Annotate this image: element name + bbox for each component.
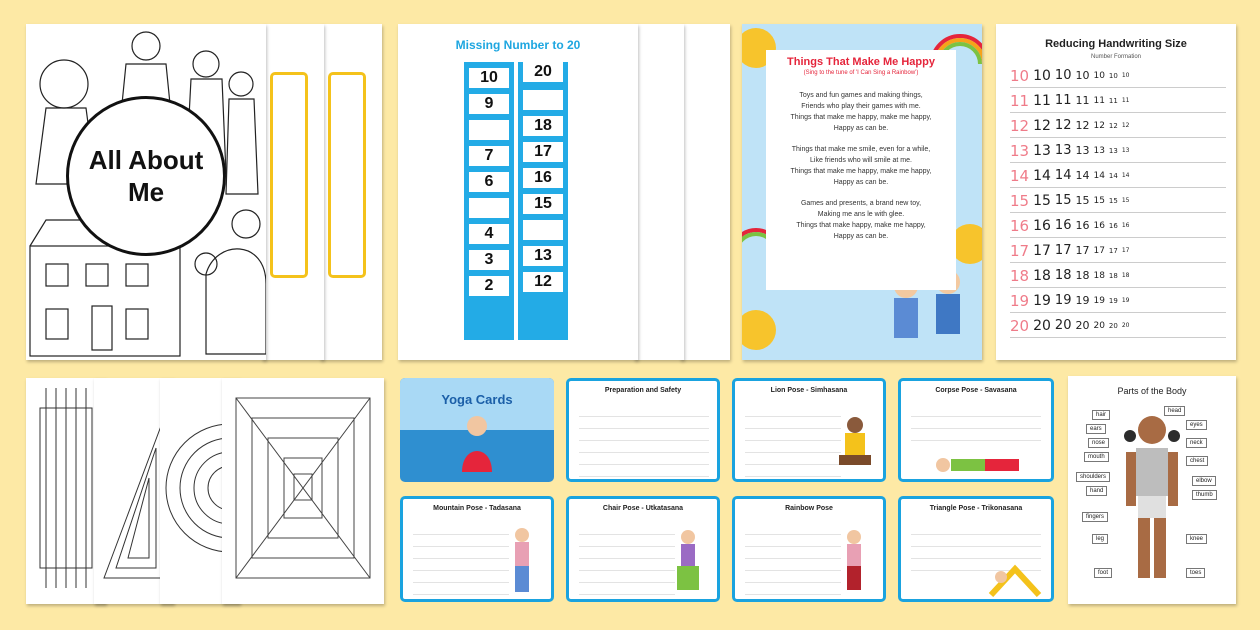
- ladder-rung: 20: [523, 62, 563, 82]
- body-label: thumb: [1192, 490, 1217, 500]
- handwriting-row: 14 14 14 14 14 14 14: [1010, 164, 1226, 188]
- card-text-rows: [745, 405, 841, 477]
- body-label: ears: [1086, 424, 1106, 434]
- body-label: eyes: [1186, 420, 1207, 430]
- card-text-rows: [911, 405, 1041, 441]
- yoga-card-title: Lion Pose - Simhasana: [770, 387, 848, 394]
- body-label: chest: [1186, 456, 1208, 466]
- yoga-card-preparation[interactable]: [566, 378, 720, 482]
- yoga-card-rainbow[interactable]: [732, 496, 886, 602]
- ladder-rung: 18: [523, 116, 563, 136]
- worksheet-back-b: [680, 24, 730, 360]
- yoga-cover-card: [400, 378, 554, 482]
- happy-song-sheet: [742, 24, 982, 360]
- body-label: nose: [1088, 438, 1109, 448]
- song-verse-1: [766, 90, 956, 134]
- body-label: hair: [1092, 410, 1110, 420]
- body-label: leg: [1092, 534, 1108, 544]
- body-label: fingers: [1082, 512, 1108, 522]
- ladder-rung-blank[interactable]: [469, 120, 509, 140]
- all-about-me-cover: [26, 24, 266, 360]
- handwriting-row: 17 17 17 17 17 17 17: [1010, 239, 1226, 263]
- handwriting-subtitle: Number Formation: [1090, 54, 1141, 60]
- ladder-rung: 3: [469, 250, 509, 270]
- mountain-pose-figure: [507, 527, 537, 597]
- song-line: Things that make happy, make me happy,: [796, 222, 926, 229]
- ladder-rung: 10: [469, 68, 509, 88]
- corpse-pose-figure: [935, 453, 1025, 477]
- card-text-rows: [579, 405, 709, 477]
- song-title: Things That Make Me Happy: [787, 56, 935, 68]
- body-label: knee: [1186, 534, 1207, 544]
- body-label: elbow: [1192, 476, 1216, 486]
- handwriting-row: 18 18 18 18 18 18 18: [1010, 264, 1226, 288]
- triangle-pose-figure: [987, 563, 1043, 597]
- song-line: Happy as can be.: [833, 125, 889, 132]
- worksheet-back-a: [634, 24, 684, 360]
- ladder-rung: 15: [523, 194, 563, 214]
- ladder-rung: 7: [469, 146, 509, 166]
- song-line: Happy as can be.: [833, 179, 889, 186]
- handwriting-row: 16 16 16 16 16 16 16: [1010, 214, 1226, 238]
- song-line: Things that make me happy, make me happy,: [790, 168, 932, 175]
- yoga-card-title: Chair Pose - Utkatasana: [602, 505, 684, 512]
- song-verse-3: [766, 198, 956, 242]
- handwriting-row: 15 15 15 15 15 15 15: [1010, 189, 1226, 213]
- ladder-rung-blank[interactable]: [523, 90, 563, 110]
- yoga-card-title: Rainbow Pose: [785, 505, 833, 512]
- cover-title: All About Me: [88, 145, 204, 207]
- handwriting-row: 13 13 13 13 13 13 13: [1010, 139, 1226, 163]
- ladder-rung: 12: [523, 272, 563, 292]
- worksheet-back-3: [320, 24, 382, 360]
- ladder-rung: 17: [523, 142, 563, 162]
- song-line: Making me ans le with glee.: [817, 211, 905, 218]
- ladder-rung: 13: [523, 246, 563, 266]
- song-line: Games and presents, a brand new toy,: [800, 200, 922, 207]
- yoga-kid-illustration: [400, 378, 554, 482]
- title-circle: [66, 96, 226, 256]
- handwriting-row: 10 10 10 10 10 10 10: [1010, 64, 1226, 88]
- handwriting-row: 20 20 20 20 20 20 20: [1010, 314, 1226, 338]
- chair-pose-figure: [673, 525, 703, 595]
- yoga-card-title: Preparation and Safety: [604, 387, 682, 394]
- ladder-rung: 6: [469, 172, 509, 192]
- body-label: shoulders: [1076, 472, 1110, 482]
- handwriting-row: 19 19 19 19 19 19 19: [1010, 289, 1226, 313]
- missing-number-title: Missing Number to 20: [455, 38, 581, 52]
- worksheet-back-2: [262, 24, 324, 360]
- ladder-rung: 9: [469, 94, 509, 114]
- body-label: toes: [1186, 568, 1205, 578]
- missing-number-sheet: [398, 24, 638, 360]
- yoga-card-corpse[interactable]: [898, 378, 1054, 482]
- song-line: Things that make me smile, even for a while,: [791, 146, 931, 153]
- card-text-rows: [413, 523, 509, 595]
- song-subtitle: (Sing to the tune of 'I Can Sing a Rainbow'): [803, 70, 919, 76]
- ladder-rung: 16: [523, 168, 563, 188]
- yoga-card-chair[interactable]: [566, 496, 720, 602]
- song-line: Friends who play their games with me.: [801, 103, 921, 110]
- song-verse-2: [766, 144, 956, 188]
- ladder-rung-blank[interactable]: [523, 220, 563, 240]
- body-label: mouth: [1084, 452, 1109, 462]
- body-label: hand: [1086, 486, 1107, 496]
- yoga-card-lion[interactable]: [732, 378, 886, 482]
- yoga-cover-title: Yoga Cards: [441, 392, 513, 407]
- ladder-rung-blank[interactable]: [469, 198, 509, 218]
- ladder-rung: 2: [469, 276, 509, 296]
- yoga-card-title: Triangle Pose - Trikonasana: [929, 505, 1023, 512]
- body-label: neck: [1186, 438, 1207, 448]
- yoga-card-mountain[interactable]: [400, 496, 554, 602]
- handwriting-row: 11 11 11 11 11 11 11: [1010, 89, 1226, 113]
- lion-pose-figure: [835, 415, 875, 475]
- body-label: foot: [1094, 568, 1112, 578]
- mandala-sheet-4: [222, 378, 384, 604]
- handwriting-title: Reducing Handwriting Size: [1045, 38, 1187, 50]
- square-mandala: [222, 378, 384, 604]
- card-text-rows: [745, 523, 841, 595]
- body-parts-title: Parts of the Body: [1117, 386, 1187, 396]
- yoga-card-title: Corpse Pose - Savasana: [935, 387, 1017, 394]
- frame-outline: [328, 72, 366, 278]
- rainbow-pose-figure: [839, 525, 869, 595]
- song-panel: [766, 50, 956, 290]
- handwriting-row: 12 12 12 12 12 12 12: [1010, 114, 1226, 138]
- body-label: head: [1164, 406, 1185, 416]
- card-text-rows: [579, 523, 675, 595]
- yoga-card-triangle[interactable]: [898, 496, 1054, 602]
- yoga-card-title: Mountain Pose - Tadasana: [433, 505, 521, 512]
- song-line: Toys and fun games and making things,: [799, 92, 923, 99]
- song-line: Like friends who will smile at me.: [810, 157, 912, 164]
- body-parts-sheet: [1068, 376, 1236, 604]
- song-line: Happy as can be.: [833, 233, 889, 240]
- song-line: Things that make me happy, make me happy,: [790, 114, 932, 121]
- ladder-rung: 4: [469, 224, 509, 244]
- frame-outline: [270, 72, 308, 278]
